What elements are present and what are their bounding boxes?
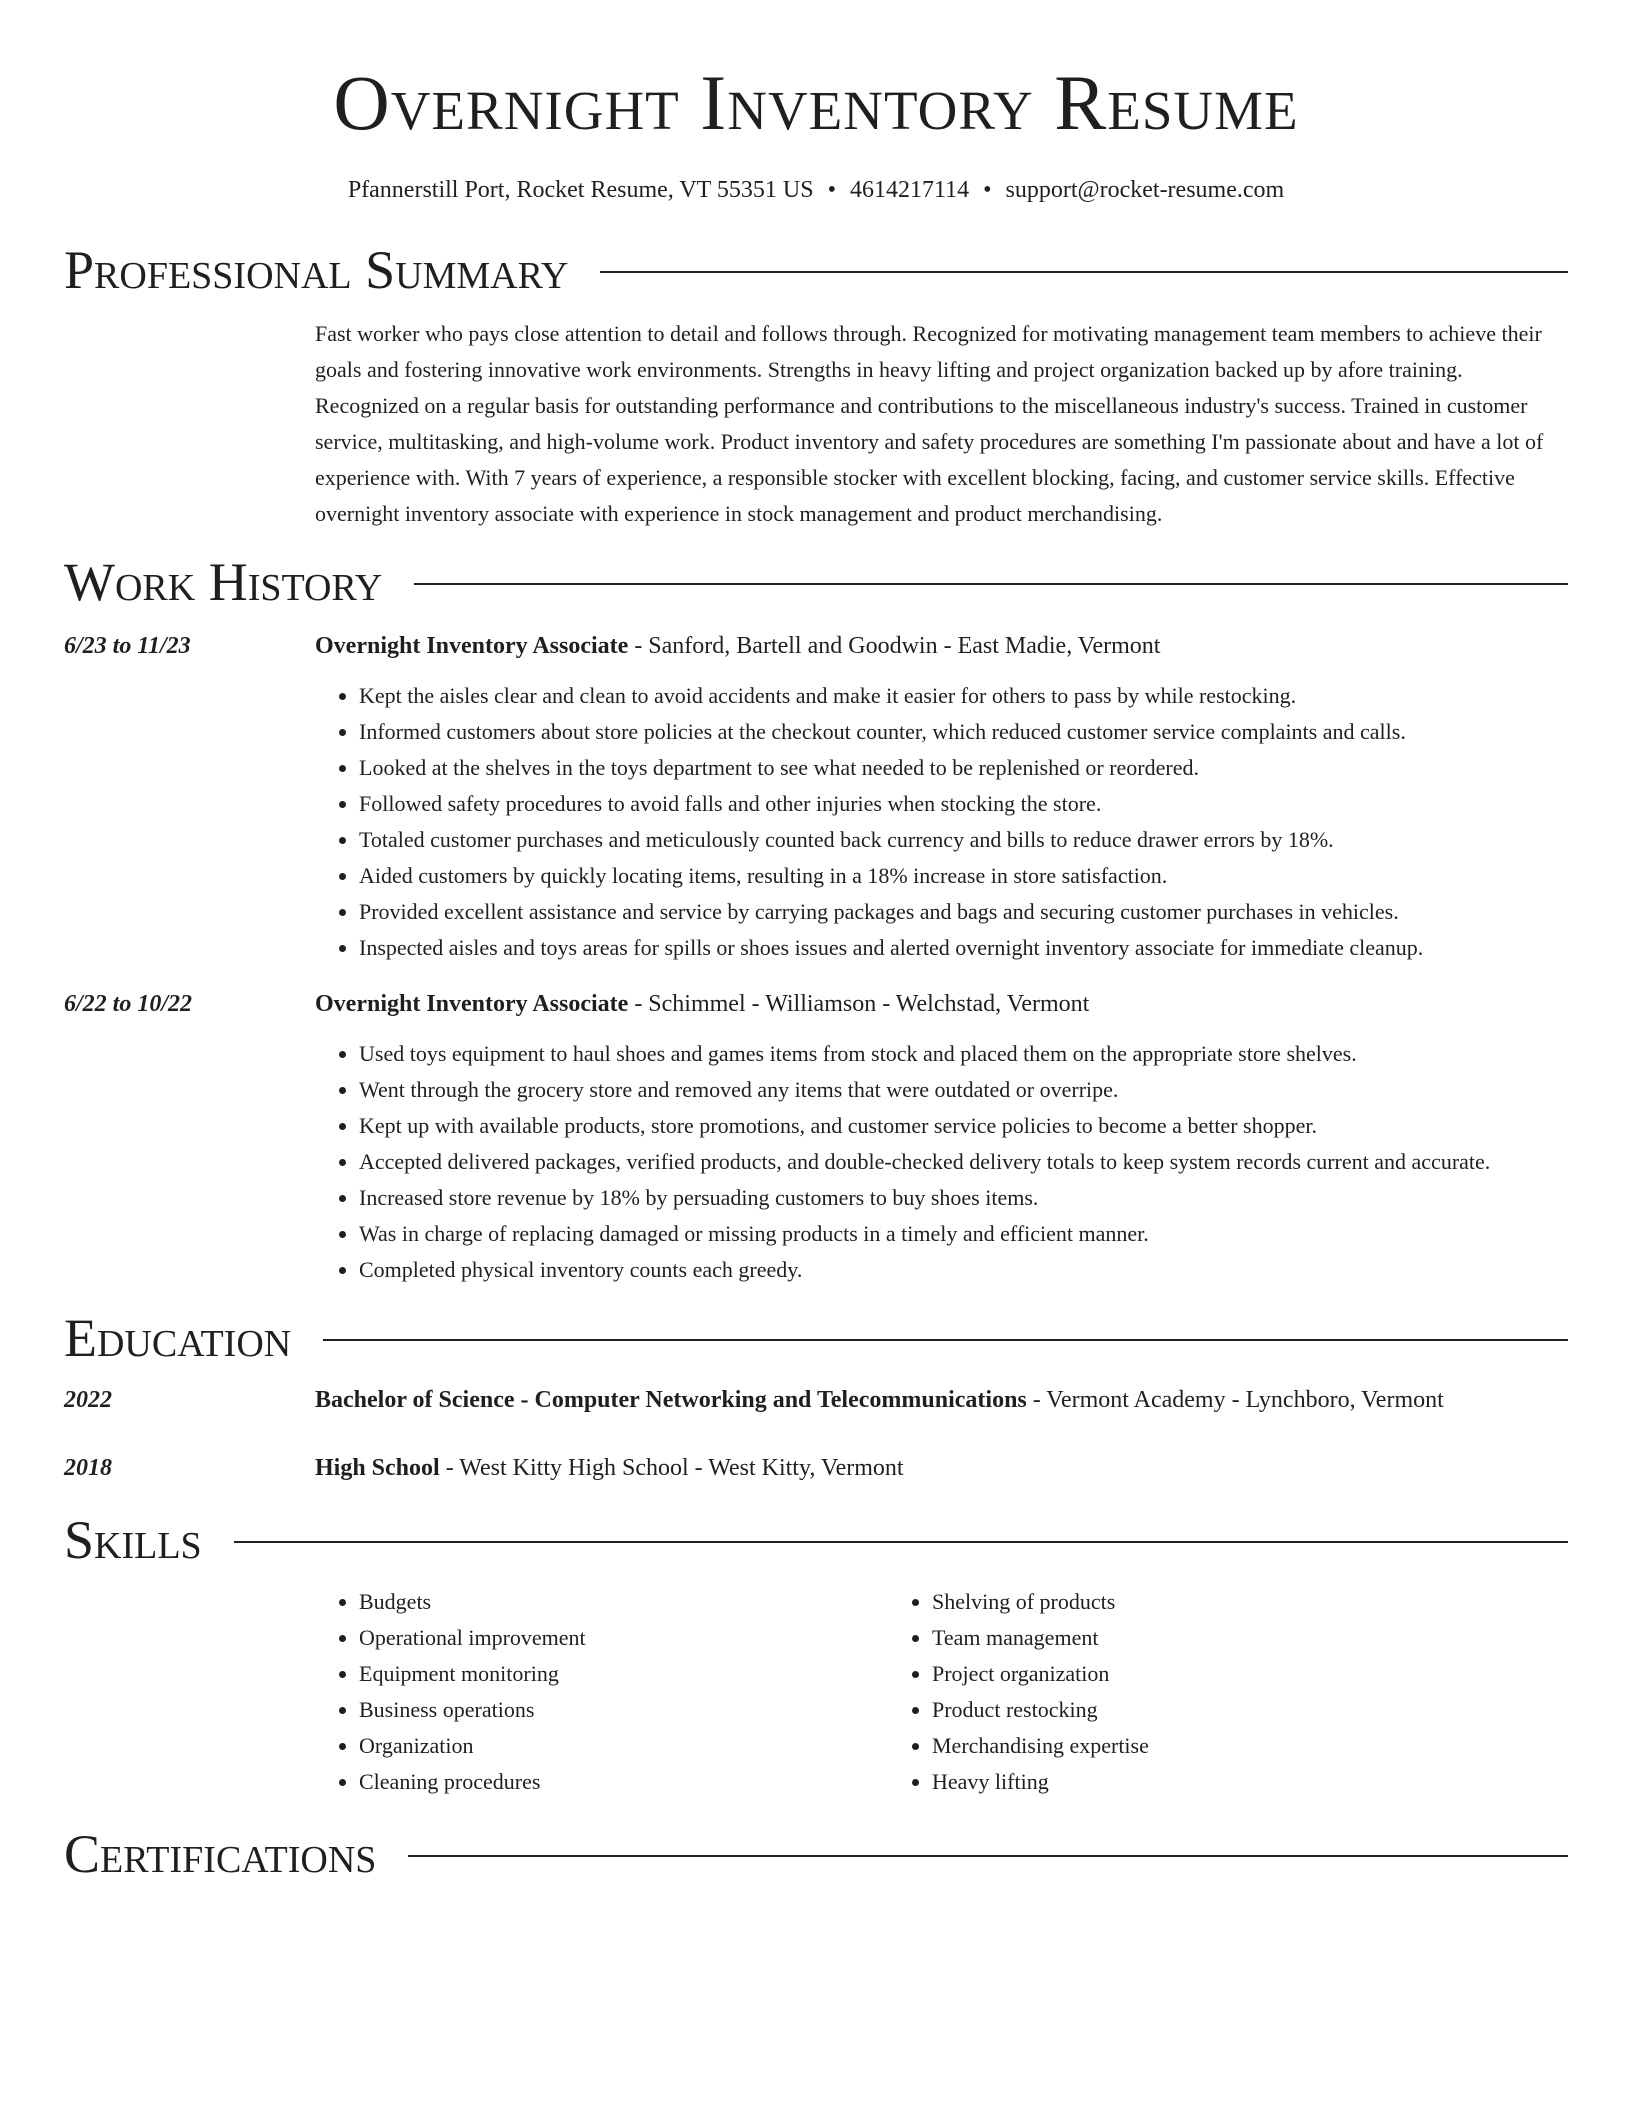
job-title: Overnight Inventory Associate (315, 991, 629, 1017)
section-divider (600, 271, 1568, 273)
list-item: • Kept up with available products, store promotions, and customer service policies to become a better shopper. (359, 1108, 1568, 1144)
job-employer: - Sanford, Bartell and Goodwin - East Madie, Vermont (628, 633, 1161, 659)
skill-item: • Equipment monitoring (359, 1656, 888, 1692)
job-title-line (315, 626, 1568, 666)
skills-column-left (315, 1584, 888, 1800)
skill-item: • Team management (932, 1620, 1461, 1656)
job-bullets (315, 1036, 1568, 1288)
education-content (315, 1448, 1568, 1488)
list-item: • Was in charge of replacing damaged or missing products in a timely and efficient manner. (359, 1216, 1568, 1252)
section-title: Education (64, 1308, 292, 1368)
skill-item: • Business operations (359, 1692, 888, 1728)
contact-email: support@rocket-resume.com (1005, 177, 1285, 203)
contact-separator: • (983, 177, 992, 203)
skill-item: • Organization (359, 1728, 888, 1764)
contact-phone: 4614217114 (849, 177, 970, 203)
summary-text: Fast worker who pays close attention to detail and follows through. Recognized for motivating management team members to achieve their goals and fostering innovative work environments. Strengths in heavy lifting and project organization backed up by afore training. Recognized on a regular basis for outstanding performance and contributions to the miscellaneous industry's success. Trained in customer service, multitasking, and high-volume work. Product inventory and safety procedures are something I'm passionate about and have a lot of experience with. With 7 years of experience, a responsible stocker with excellent blocking, facing, and customer service skills. Effective overnight inventory associate with experience in stock management and product merchandising. (315, 321, 1544, 526)
list-item: • Kept the aisles clear and clean to avoid accidents and make it easier for others to pass by while restocking. (359, 678, 1568, 714)
section-divider (323, 1339, 1568, 1341)
section-divider (414, 583, 1568, 585)
job-entry (64, 626, 1568, 966)
skills-column-right (888, 1584, 1461, 1800)
education-entry (64, 1448, 1568, 1488)
skill-item: • Shelving of products (932, 1584, 1461, 1620)
education-content (315, 1380, 1568, 1420)
section-summary-heading (64, 238, 1568, 302)
job-title: Overnight Inventory Associate (315, 633, 629, 659)
education-degree: Bachelor of Science - Computer Networking and Telecommunications (315, 1387, 1027, 1413)
job-date: 6/22 to 10/22 (64, 991, 193, 1017)
list-item: • Looked at the shelves in the toys department to see what needed to be replenished or reordered. (359, 750, 1568, 786)
skill-item: • Cleaning procedures (359, 1764, 888, 1800)
section-skills-heading (64, 1508, 1568, 1572)
contact-address: Pfannerstill Port, Rocket Resume, VT 55351 US (347, 177, 814, 203)
contact-separator: • (827, 177, 836, 203)
education-title-line (315, 1380, 1568, 1420)
job-bullets (315, 678, 1568, 966)
list-item: • Inspected aisles and toys areas for spills or shoes issues and alerted overnight inventory associate for immediate cleanup. (359, 930, 1568, 966)
section-title: Certifications (64, 1824, 377, 1884)
education-date: 2022 (64, 1387, 112, 1413)
section-title: Professional Summary (64, 240, 569, 300)
section-title: Skills (64, 1510, 202, 1570)
skill-item: • Heavy lifting (932, 1764, 1461, 1800)
list-item: • Totaled customer purchases and meticulously counted back currency and bills to reduce drawer errors by 18%. (359, 822, 1568, 858)
education-date: 2018 (64, 1455, 112, 1481)
list-item: • Completed physical inventory counts each greedy. (359, 1252, 1568, 1288)
job-employer: - Schimmel - Williamson - Welchstad, Vermont (628, 991, 1090, 1017)
skill-item: • Budgets (359, 1584, 888, 1620)
list-item: • Increased store revenue by 18% by persuading customers to buy shoes items. (359, 1180, 1568, 1216)
section-work-heading (64, 550, 1568, 614)
job-content (315, 626, 1568, 966)
education-degree: High School (315, 1455, 440, 1481)
section-divider (408, 1855, 1568, 1857)
skill-item: • Operational improvement (359, 1620, 888, 1656)
list-item: • Aided customers by quickly locating items, resulting in a 18% increase in store satisfaction. (359, 858, 1568, 894)
list-item: • Went through the grocery store and removed any items that were outdated or overripe. (359, 1072, 1568, 1108)
list-item: • Used toys equipment to haul shoes and games items from stock and placed them on the appropriate store shelves. (359, 1036, 1568, 1072)
education-school: - West Kitty High School - West Kitty, Vermont (439, 1455, 904, 1481)
list-item: • Followed safety procedures to avoid falls and other injuries when stocking the store. (359, 786, 1568, 822)
skill-item: • Project organization (932, 1656, 1461, 1692)
list-item: • Informed customers about store policies at the checkout counter, which reduced customer service complaints and calls. (359, 714, 1568, 750)
skills-grid (315, 1584, 1568, 1800)
job-title-line (315, 984, 1568, 1024)
section-education-heading (64, 1306, 1568, 1370)
skill-item: • Product restocking (932, 1692, 1461, 1728)
skill-item: • Merchandising expertise (932, 1728, 1461, 1764)
list-item: • Provided excellent assistance and service by carrying packages and bags and securing customer purchases in vehicles. (359, 894, 1568, 930)
job-date: 6/23 to 11/23 (64, 633, 191, 659)
job-entry (64, 984, 1568, 1288)
section-divider (234, 1541, 1568, 1543)
section-certifications-heading (64, 1822, 1568, 1886)
contact-line (64, 174, 1568, 206)
education-school: - Vermont Academy - Lynchboro, Vermont (1026, 1387, 1444, 1413)
resume-title: Overnight Inventory Resume (333, 59, 1299, 146)
education-title-line (315, 1448, 1568, 1488)
education-entry (64, 1380, 1568, 1420)
section-title: Work History (64, 552, 383, 612)
job-content (315, 984, 1568, 1288)
list-item: • Accepted delivered packages, verified products, and double-checked delivery totals to keep system records current and accurate. (359, 1144, 1568, 1180)
